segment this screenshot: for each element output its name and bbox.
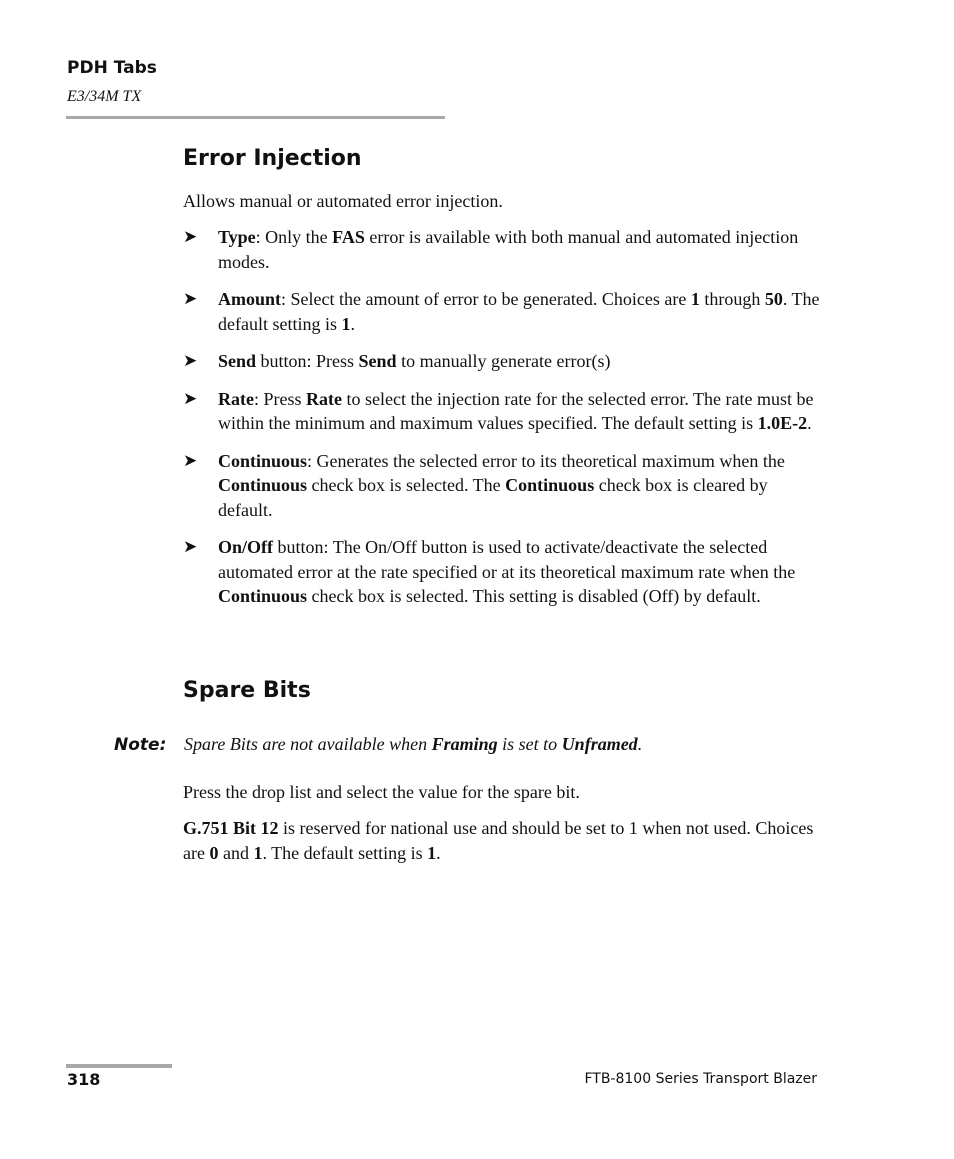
text: through [699, 289, 765, 309]
list-item-continuous [183, 449, 823, 523]
spare-bits-g751 [183, 816, 823, 865]
list-item-rate [183, 387, 823, 436]
footer-document-title: FTB-8100 Series Transport Blazer [584, 1071, 817, 1087]
list-item-type [183, 225, 823, 274]
list-item-on-off [183, 535, 823, 609]
bold-term: Unframed [561, 734, 638, 754]
term-label: Send [218, 351, 257, 371]
bold-term: Continuous [218, 586, 308, 606]
text: : Press [253, 388, 306, 409]
bold-term: 1 [341, 313, 351, 334]
heading-error-injection: Error Injection [183, 146, 362, 171]
footer-divider [66, 1064, 172, 1068]
header-divider [66, 116, 445, 119]
text: check box is selected. This setting is disabled (Off) by default. [307, 586, 761, 606]
text: : Generates the selected error to its theoretical maximum when the [307, 450, 785, 471]
section-header-subtitle: E3/34M TX [67, 88, 142, 105]
arrow-bullet-icon: ➤ [183, 450, 198, 471]
bold-term: G.751 Bit 12 [183, 818, 279, 838]
text: . The default setting is [262, 842, 428, 863]
text: . [350, 313, 355, 334]
bold-term: FAS [332, 227, 365, 247]
term-label: Rate [218, 388, 254, 409]
bold-term: 50 [764, 289, 783, 309]
text: to manually generate error(s) [396, 351, 611, 371]
text: . [436, 842, 441, 863]
bold-term: Rate [306, 388, 342, 409]
bold-term: 1.0E-2 [757, 413, 808, 433]
arrow-bullet-icon: ➤ [183, 388, 198, 409]
error-injection-options-list [183, 225, 823, 622]
term-label: Continuous [218, 450, 308, 471]
text: Spare Bits are not available when [184, 734, 432, 754]
arrow-bullet-icon: ➤ [183, 227, 198, 247]
bold-term: 0 [209, 842, 219, 863]
heading-spare-bits: Spare Bits [183, 678, 311, 703]
text: . The default setting is [218, 289, 820, 334]
bold-term: 1 [253, 842, 263, 863]
arrow-bullet-icon: ➤ [183, 537, 198, 557]
note-spare-bits [114, 732, 834, 757]
spare-bits-instruction: Press the drop list and select the value for the spare bit. [183, 782, 580, 802]
text: button: The On/Off button is used to activate/deactivate the selected automated error at the rate specified or at its theoretical maximum rate when the [218, 537, 796, 582]
text: . [637, 734, 643, 754]
text: is reserved for national use and should be set to 1 when not used. Choices are [183, 818, 814, 863]
text: : Select the amount of error to be generated. Choices are [281, 289, 691, 309]
bold-term: Continuous [218, 475, 308, 495]
text: . [807, 413, 812, 433]
text: button: Press [256, 351, 359, 371]
text: error is available with both manual and automated injection modes. [218, 227, 799, 272]
bold-term: 1 [690, 289, 700, 309]
bold-term: Send [358, 351, 397, 371]
bold-term: 1 [427, 842, 437, 863]
term-label: Type [218, 227, 256, 247]
bold-term: Framing [431, 734, 498, 754]
text: check box is selected. The [307, 475, 506, 495]
term-label: On/Off [218, 537, 274, 557]
text: and [218, 842, 254, 863]
arrow-bullet-icon: ➤ [183, 351, 198, 371]
text: to select the injection rate for the selected error. The rate must be within the minimum and maximum values specified. The default setting is [218, 388, 814, 433]
list-item-amount [183, 287, 823, 336]
note-text [184, 734, 642, 754]
note-label: Note: [114, 735, 167, 755]
bold-term: Continuous [505, 475, 595, 495]
text: : Only the [255, 227, 333, 247]
list-item-send [183, 349, 823, 374]
section-header-title: PDH Tabs [67, 58, 157, 78]
text: check box is cleared by default. [218, 475, 768, 520]
error-injection-intro: Allows manual or automated error injection. [183, 191, 503, 211]
arrow-bullet-icon: ➤ [183, 289, 198, 309]
term-label: Amount [218, 289, 282, 309]
text: is set to [497, 734, 562, 754]
page-number: 318 [67, 1070, 101, 1089]
